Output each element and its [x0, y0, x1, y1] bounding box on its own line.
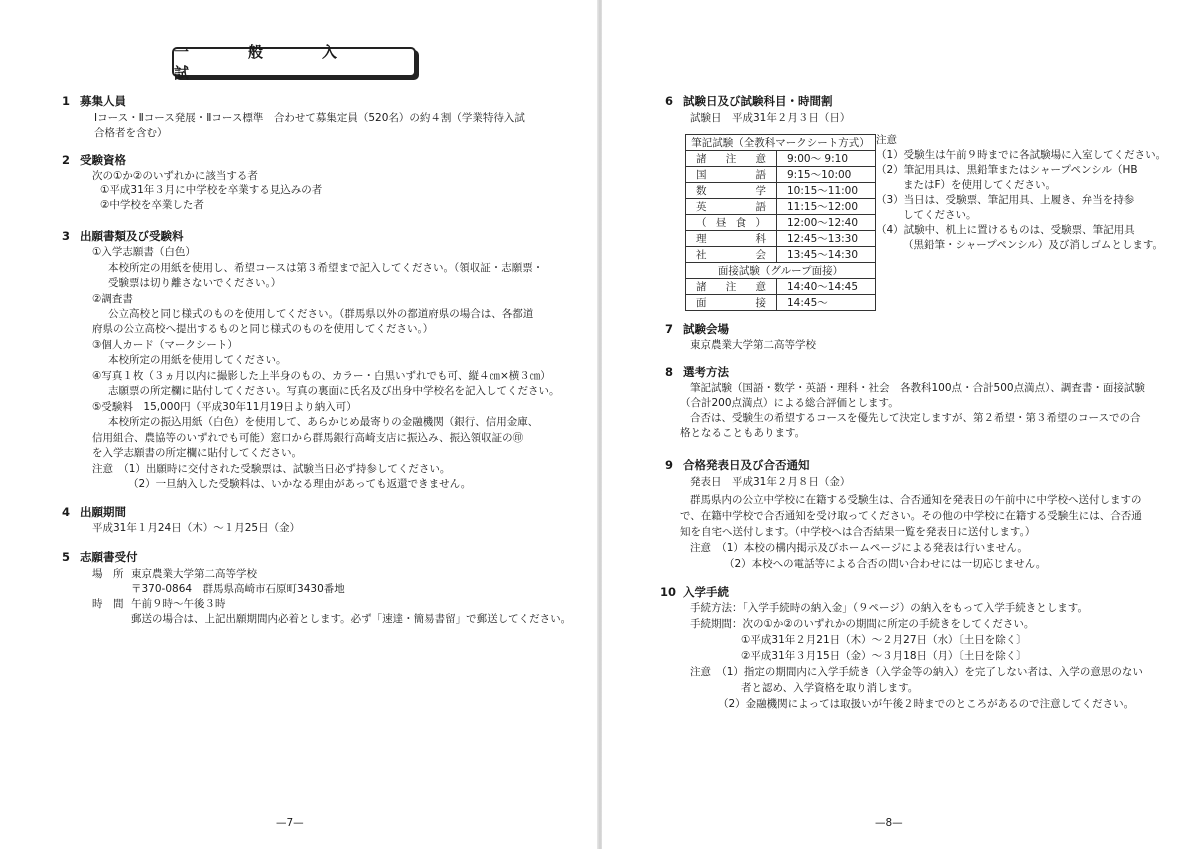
table-row: [686, 295, 876, 311]
note-line: （3）当日は、受験票、筆記用具、上履き、弁当を持参: [876, 194, 1135, 206]
section-heading: 募集人員: [80, 94, 126, 108]
note-line: してください。: [903, 209, 977, 221]
text-line: 東京農業大学第二高等学校: [131, 568, 257, 580]
text-line: ①平成31年２月21日（木）～２月27日（水）〔土日を除く〕: [741, 634, 1027, 646]
text-line: 合否は、受験生の希望するコースを優先して決定しますが、第２希望・第３希望のコースでの合: [690, 412, 1141, 424]
text-line: 合格者を含む）: [94, 127, 168, 139]
time-cell: 9:15～10:00: [777, 167, 876, 183]
time-cell: 12:45～13:30: [777, 231, 876, 247]
text-line: ③個人カード（マークシート）: [92, 339, 238, 351]
table-row: [686, 247, 876, 263]
time-label: 時 間: [92, 598, 124, 610]
text-line: 信用組合、農協等のいずれでも可能）窓口から群馬銀行高崎支店に振込み、振込領収証の㊞: [92, 432, 524, 444]
section-heading: 試験日及び試験科目・時間割: [683, 94, 833, 108]
text-line: 〒370-0864 群馬県高崎市石原町3430番地: [131, 583, 345, 595]
left-page: [0, 0, 598, 849]
subject-cell: 諸注意: [686, 151, 777, 167]
text-line: ②調査書: [92, 293, 133, 305]
text-line: 注意 （1）本校の構内掲示及びホームページによる発表は行いません。: [690, 542, 1028, 554]
text-line: 者と認め、入学資格を取り消します。: [741, 682, 919, 694]
text-line: 手続方法：「入学手続時の納入金」（９ページ）の納入をもって入学手続きとします。: [690, 602, 1088, 614]
text-line: （2）一旦納入した受験料は、いかなる理由があっても返還できません。: [128, 478, 472, 490]
text-line: 本校所定の用紙を使用し、希望コースは第３希望まで記入してください。（領収証・志願票・: [108, 262, 544, 274]
text-line: （合計200点満点）による総合評価とします。: [680, 397, 899, 409]
table-header: 筆記試験（全教科マークシート方式）: [686, 135, 876, 151]
text-line: 郵送の場合は、上記出願期間内必着とします。必ず「速達・簡易書留」で郵送してください。: [131, 613, 572, 625]
section-heading: 選考方法: [683, 365, 729, 379]
notes-title: 注意: [876, 134, 897, 146]
text-line: 格となることもあります。: [680, 427, 806, 439]
table-header: 面接試験（グループ面接）: [686, 263, 876, 279]
text-line: を入学志願書の所定欄に貼付してください。: [92, 447, 302, 459]
text-line: 筆記試験（国語・数学・英語・理科・社会 各教科100点・合計500点満点）、調査書・面接試験: [690, 382, 1145, 394]
time-cell: 12:00～12:40: [777, 215, 876, 231]
subject-cell: 面接: [686, 295, 777, 311]
subject-cell: 社会: [686, 247, 777, 263]
text-line: Ⅰコース・Ⅱコース発展・Ⅱコース標準 合わせて募集定員（520名）の約４割（学業特待入試: [94, 112, 525, 124]
subject-cell: 理科: [686, 231, 777, 247]
note-line: （2）筆記用具は、黒鉛筆またはシャープペンシル（HB: [876, 164, 1138, 176]
time-cell: 11:15～12:00: [777, 199, 876, 215]
section-heading: 出願期間: [80, 505, 126, 519]
text-line: 府県の公立高校へ提出するものと同じ様式のものを使用してください。）: [92, 323, 434, 335]
text-line: で、在籍中学校で合否通知を受け取ってください。その他の中学校に在籍する受験生には、合否通: [680, 510, 1142, 522]
text-line: 受験票は切り離さないでください。）: [108, 277, 282, 289]
time-cell: 9:00～ 9:10: [777, 151, 876, 167]
subject-cell: 数学: [686, 183, 777, 199]
subject-cell: 諸注意: [686, 279, 777, 295]
section-heading: 志願書受付: [80, 550, 138, 564]
subject-cell: 英語: [686, 199, 777, 215]
text-line: ①平成31年３月に中学校を卒業する見込みの者: [100, 184, 323, 196]
note-line: （1）受験生は午前９時までに各試験場に入室してください。: [876, 149, 1167, 161]
section-number: 7: [665, 322, 674, 336]
text-line: 次の①か②のいずれかに該当する者: [92, 170, 258, 182]
table-row: [686, 183, 876, 199]
page-number: —7—: [276, 817, 304, 829]
note-line: （4）試験中、机上に置けるものは、受験票、筆記用具: [876, 224, 1135, 236]
section-heading: 合格発表日及び合否通知: [683, 458, 810, 472]
place-label: 場 所: [92, 568, 124, 580]
text-line: （2）本校への電話等による合否の問い合わせには一切応じません。: [724, 558, 1047, 570]
note-line: （黒鉛筆・シャープペンシル）及び消しゴムとします。: [903, 239, 1163, 251]
section-number: 8: [665, 365, 674, 379]
time-cell: 10:15～11:00: [777, 183, 876, 199]
text-line: ②中学校を卒業した者: [100, 199, 204, 211]
text-line: 注意 （1）指定の期間内に入学手続き（入学金等の納入）を完了しない者は、入学の意思のない: [690, 666, 1143, 678]
table-row: [686, 167, 876, 183]
text-line: 知を自宅へ送付します。（中学校へは合否結果一覧を発表日に送付します。）: [680, 526, 1036, 538]
text-line: ⑤受験料 15,000円（平成30年11月19日より納入可）: [92, 401, 357, 413]
table-row: [686, 279, 876, 295]
text-line: 群馬県内の公立中学校に在籍する受験生は、合否通知を発表日の午前中に中学校へ送付しますの: [690, 494, 1142, 506]
text-line: 本校所定の振込用紙（白色）を使用して、あらかじめ最寄りの金融機関（銀行、信用金庫、: [108, 416, 539, 428]
section-heading: 入学手続: [683, 585, 729, 599]
section-number: 3: [62, 229, 71, 243]
page-title: 一 般 入 試: [172, 47, 416, 77]
subject-cell: 国語: [686, 167, 777, 183]
text-line: 公立高校と同じ様式のものを使用してください。（群馬県以外の都道府県の場合は、各都道: [108, 308, 534, 320]
page-number: —8—: [875, 817, 903, 829]
section-number: 10: [660, 585, 677, 599]
section-number: 2: [62, 153, 71, 167]
text-line: 手続期間：次の①か②のいずれかの期間に所定の手続きをしてください。: [690, 618, 1035, 630]
section-number: 5: [62, 550, 71, 564]
exam-date: 試験日 平成31年２月３日（日）: [690, 112, 851, 124]
text-line: 平成31年１月24日（木）～１月25日（金）: [92, 522, 301, 534]
text-line: 注意 （1）出願時に交付された受験票は、試験当日必ず持参してください。: [92, 463, 451, 475]
section-number: 9: [665, 458, 674, 472]
section-heading: 試験会場: [683, 322, 729, 336]
schedule-table: [685, 134, 876, 311]
table-row: [686, 215, 876, 231]
text-line: 本校所定の用紙を使用してください。: [108, 354, 287, 366]
time-cell: 13:45～14:30: [777, 247, 876, 263]
text-line: ②平成31年３月15日（金）～３月18日（月）〔土日を除く〕: [741, 650, 1027, 662]
time-cell: 14:45～: [777, 295, 876, 311]
table-row: [686, 199, 876, 215]
announce-date: 発表日 平成31年２月８日（金）: [690, 476, 851, 488]
text-line: ④写真１枚（３ヵ月以内に撮影した上半身のもの、カラー・白黒いずれでも可、縦４㎝×横３㎝）: [92, 370, 551, 382]
subject-cell: （昼食）: [686, 215, 777, 231]
time-cell: 14:40～14:45: [777, 279, 876, 295]
table-row: [686, 151, 876, 167]
section-heading: 出願書類及び受験料: [80, 229, 184, 243]
section-number: 1: [62, 94, 71, 108]
text-line: ①入学志願書（白色）: [92, 246, 196, 258]
text-line: （2）金融機関によっては取扱いが午後２時までのところがあるので注意してください。: [718, 698, 1135, 710]
text-line: 志願票の所定欄に貼付してください。写真の裏面に氏名及び出身中学校名を記入してください。: [108, 385, 560, 397]
section-number: 6: [665, 94, 674, 108]
note-line: またはF）を使用してください。: [903, 179, 1057, 191]
table-row: [686, 231, 876, 247]
section-heading: 受験資格: [80, 153, 126, 167]
section-number: 4: [62, 505, 71, 519]
text-line: 東京農業大学第二高等学校: [690, 339, 816, 351]
text-line: 午前９時～午後３時: [131, 598, 226, 610]
